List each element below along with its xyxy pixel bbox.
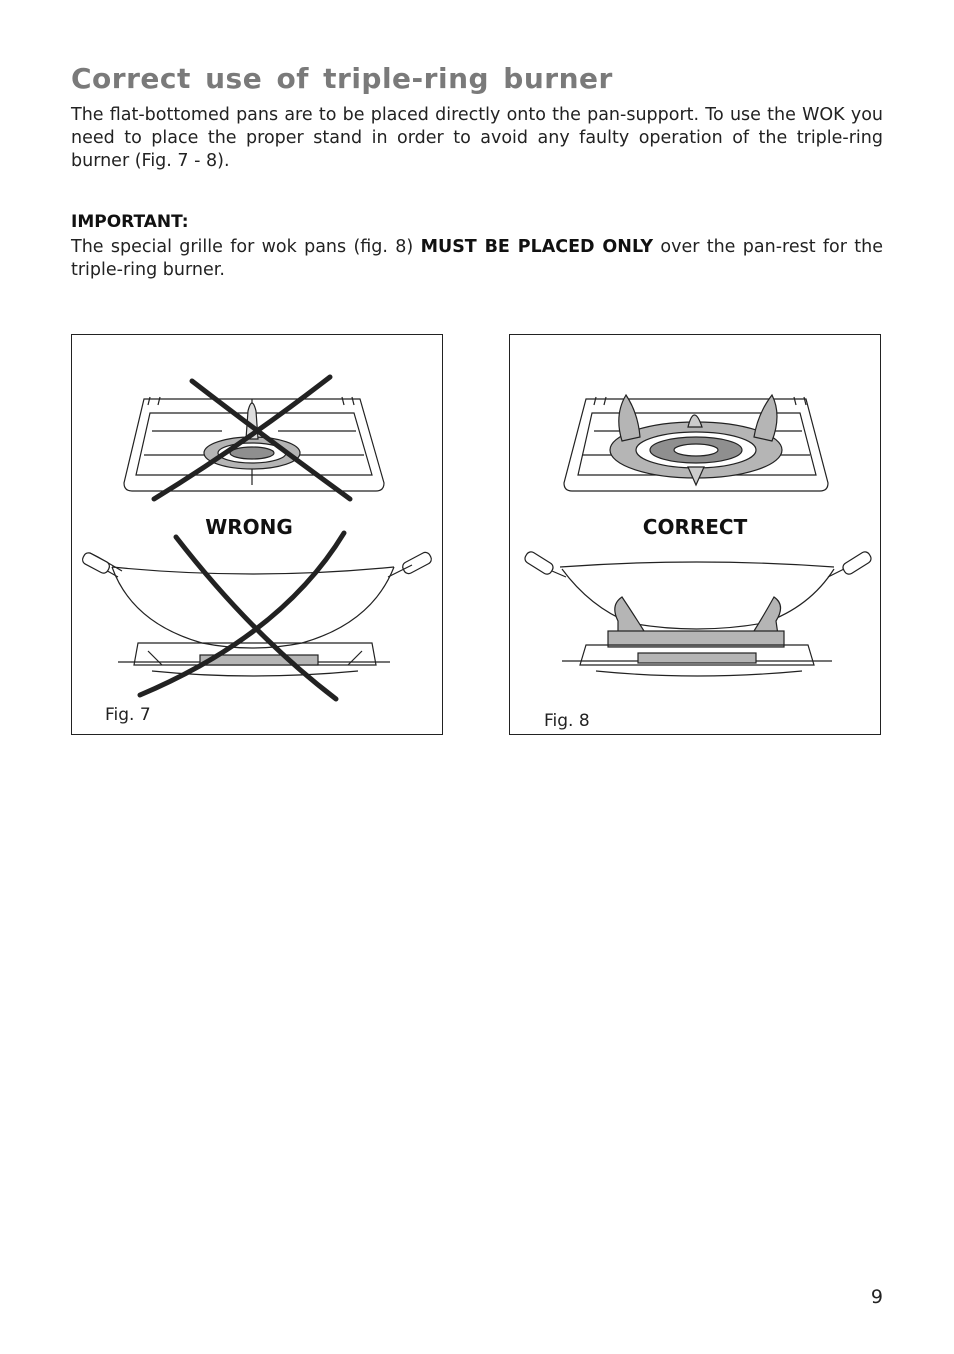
intro-paragraph: The flat-bottomed pans are to be placed directly onto the pan-support. To use the WOK you need to place the proper stand in order to avoid any faulty operation of the triple-ring burner (Fig. 7 - 8). — [71, 105, 883, 171]
page-title: Correct use of triple-ring burner — [71, 62, 613, 95]
important-paragraph — [71, 236, 883, 282]
figure-7 — [71, 334, 443, 735]
important-text-before: The special grille for wok pans (fig. 8) — [71, 237, 421, 257]
verdict-wrong: WRONG — [205, 515, 293, 539]
figure-8-caption: Fig. 8 — [544, 711, 590, 731]
figure-8 — [509, 334, 881, 735]
important-text-after: over the pan-rest for the triple-ring burner. — [71, 237, 883, 280]
important-emphasis: MUST BE PLACED ONLY — [420, 237, 654, 257]
figure-7-caption: Fig. 7 — [105, 705, 151, 725]
page-number: 9 — [870, 1286, 883, 1308]
verdict-correct: CORRECT — [642, 515, 748, 539]
important-label: IMPORTANT: — [71, 212, 189, 232]
